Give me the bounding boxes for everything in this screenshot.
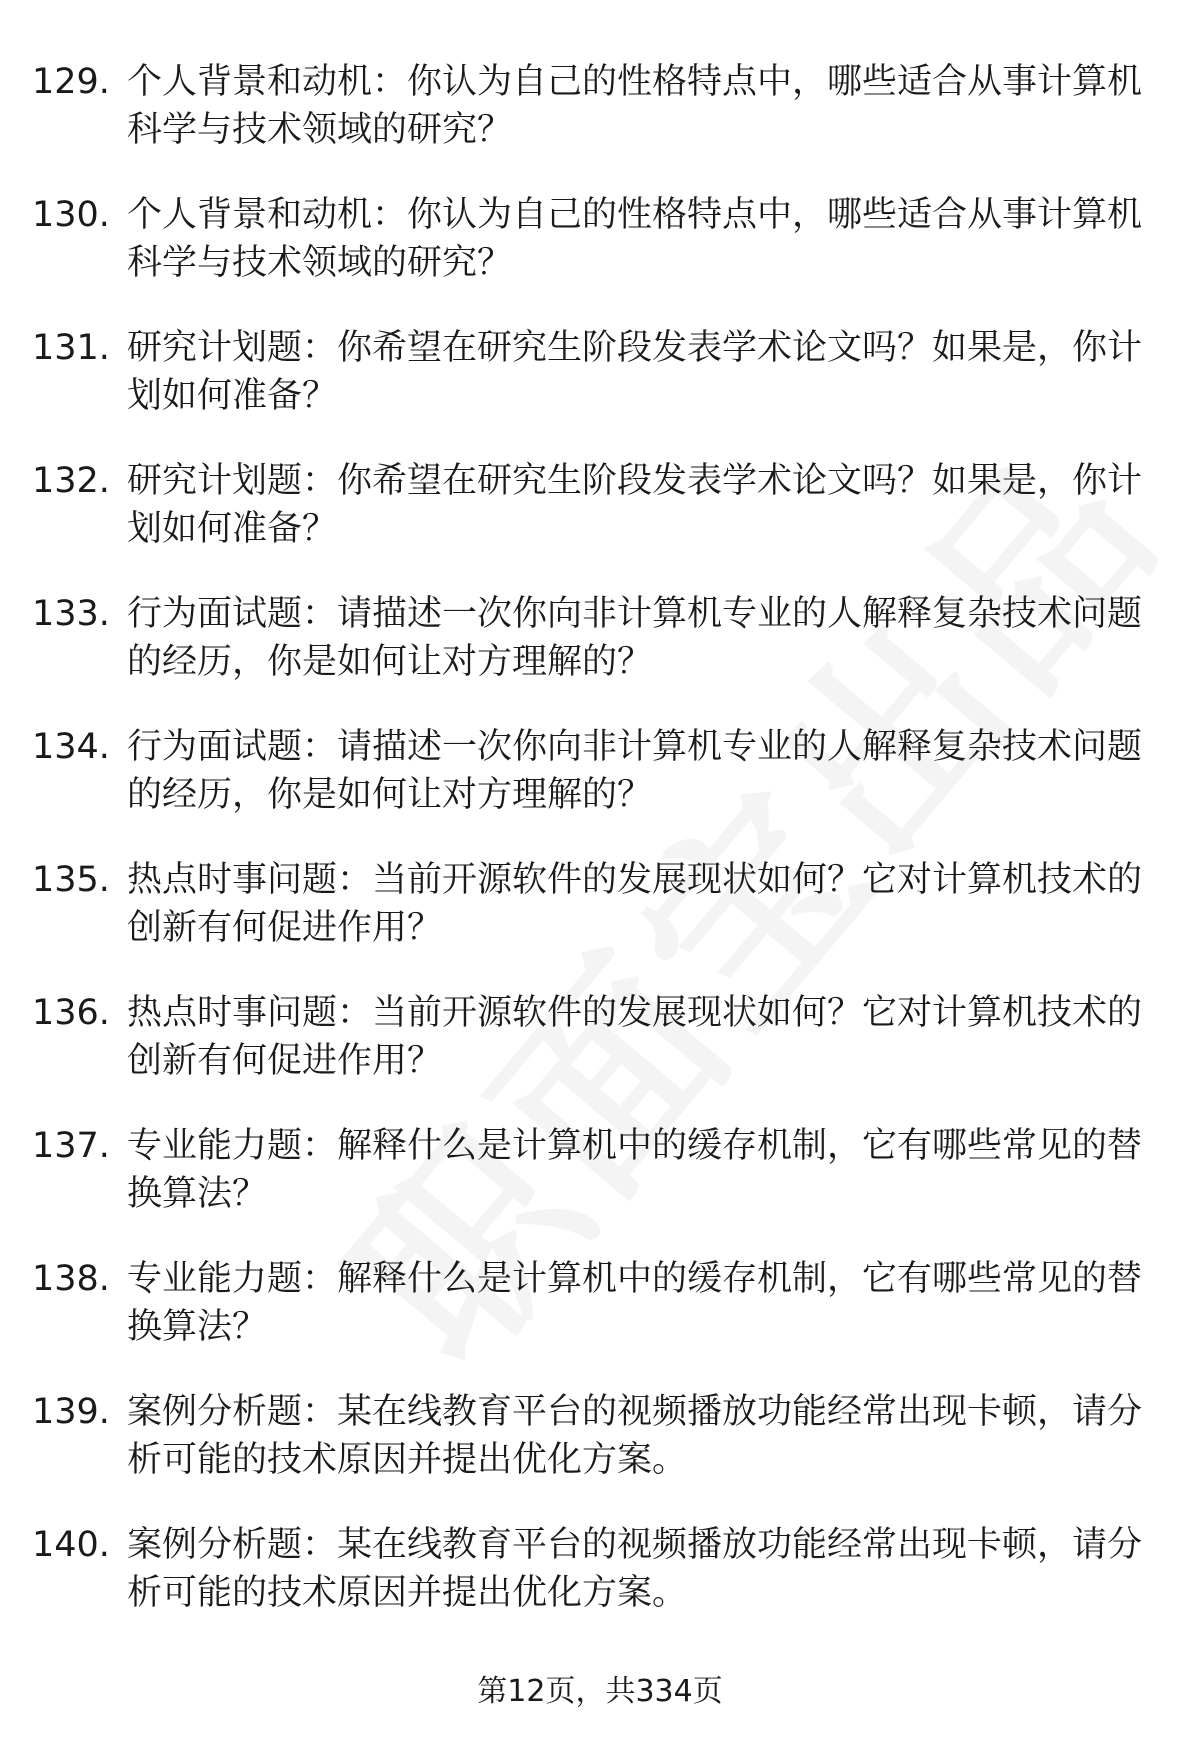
question-number: 129. xyxy=(32,62,110,102)
question-text: 研究计划题：你希望在研究生阶段发表学术论文吗？如果是，你计划如何准备？ xyxy=(127,461,1143,549)
question-number: 131. xyxy=(32,328,110,368)
question-number: 140. xyxy=(32,1525,110,1565)
question-item xyxy=(0,191,1200,324)
question-item xyxy=(0,590,1200,723)
question-text: 专业能力题：解释什么是计算机中的缓存机制，它有哪些常见的替换算法？ xyxy=(127,1259,1143,1347)
question-number: 132. xyxy=(32,461,110,501)
question-number: 133. xyxy=(32,594,110,634)
question-text: 专业能力题：解释什么是计算机中的缓存机制，它有哪些常见的替换算法？ xyxy=(127,1126,1143,1214)
question-item xyxy=(0,324,1200,457)
question-number: 137. xyxy=(32,1126,110,1166)
question-text: 案例分析题：某在线教育平台的视频播放功能经常出现卡顿，请分析可能的技术原因并提出优化方案。 xyxy=(127,1525,1143,1613)
question-text: 研究计划题：你希望在研究生阶段发表学术论文吗？如果是，你计划如何准备？ xyxy=(127,328,1143,416)
question-text: 热点时事问题：当前开源软件的发展现状如何？它对计算机技术的创新有何促进作用？ xyxy=(127,860,1143,948)
question-item xyxy=(0,1122,1200,1255)
question-text: 行为面试题：请描述一次你向非计算机专业的人解释复杂技术问题的经历，你是如何让对方理解的？ xyxy=(127,594,1143,682)
question-text: 个人背景和动机：你认为自己的性格特点中，哪些适合从事计算机科学与技术领域的研究？ xyxy=(127,62,1143,150)
question-item xyxy=(0,856,1200,989)
question-number: 130. xyxy=(32,195,110,235)
question-item xyxy=(0,1255,1200,1388)
question-item xyxy=(0,1388,1200,1521)
question-number: 134. xyxy=(32,727,110,767)
question-number: 136. xyxy=(32,993,110,1033)
question-number: 135. xyxy=(32,860,110,900)
question-text: 个人背景和动机：你认为自己的性格特点中，哪些适合从事计算机科学与技术领域的研究？ xyxy=(127,195,1143,283)
question-item xyxy=(0,457,1200,590)
question-text: 案例分析题：某在线教育平台的视频播放功能经常出现卡顿，请分析可能的技术原因并提出优化方案。 xyxy=(127,1392,1143,1480)
question-item xyxy=(0,723,1200,856)
question-item xyxy=(0,1521,1200,1654)
question-list xyxy=(0,58,1200,1654)
question-text: 行为面试题：请描述一次你向非计算机专业的人解释复杂技术问题的经历，你是如何让对方理解的？ xyxy=(127,727,1143,815)
question-item xyxy=(0,58,1200,191)
page-footer: 第12页，共334页 xyxy=(477,1674,723,1709)
question-number: 139. xyxy=(32,1392,110,1432)
question-item xyxy=(0,989,1200,1122)
question-text: 热点时事问题：当前开源软件的发展现状如何？它对计算机技术的创新有何促进作用？ xyxy=(127,993,1143,1081)
question-number: 138. xyxy=(32,1259,110,1299)
